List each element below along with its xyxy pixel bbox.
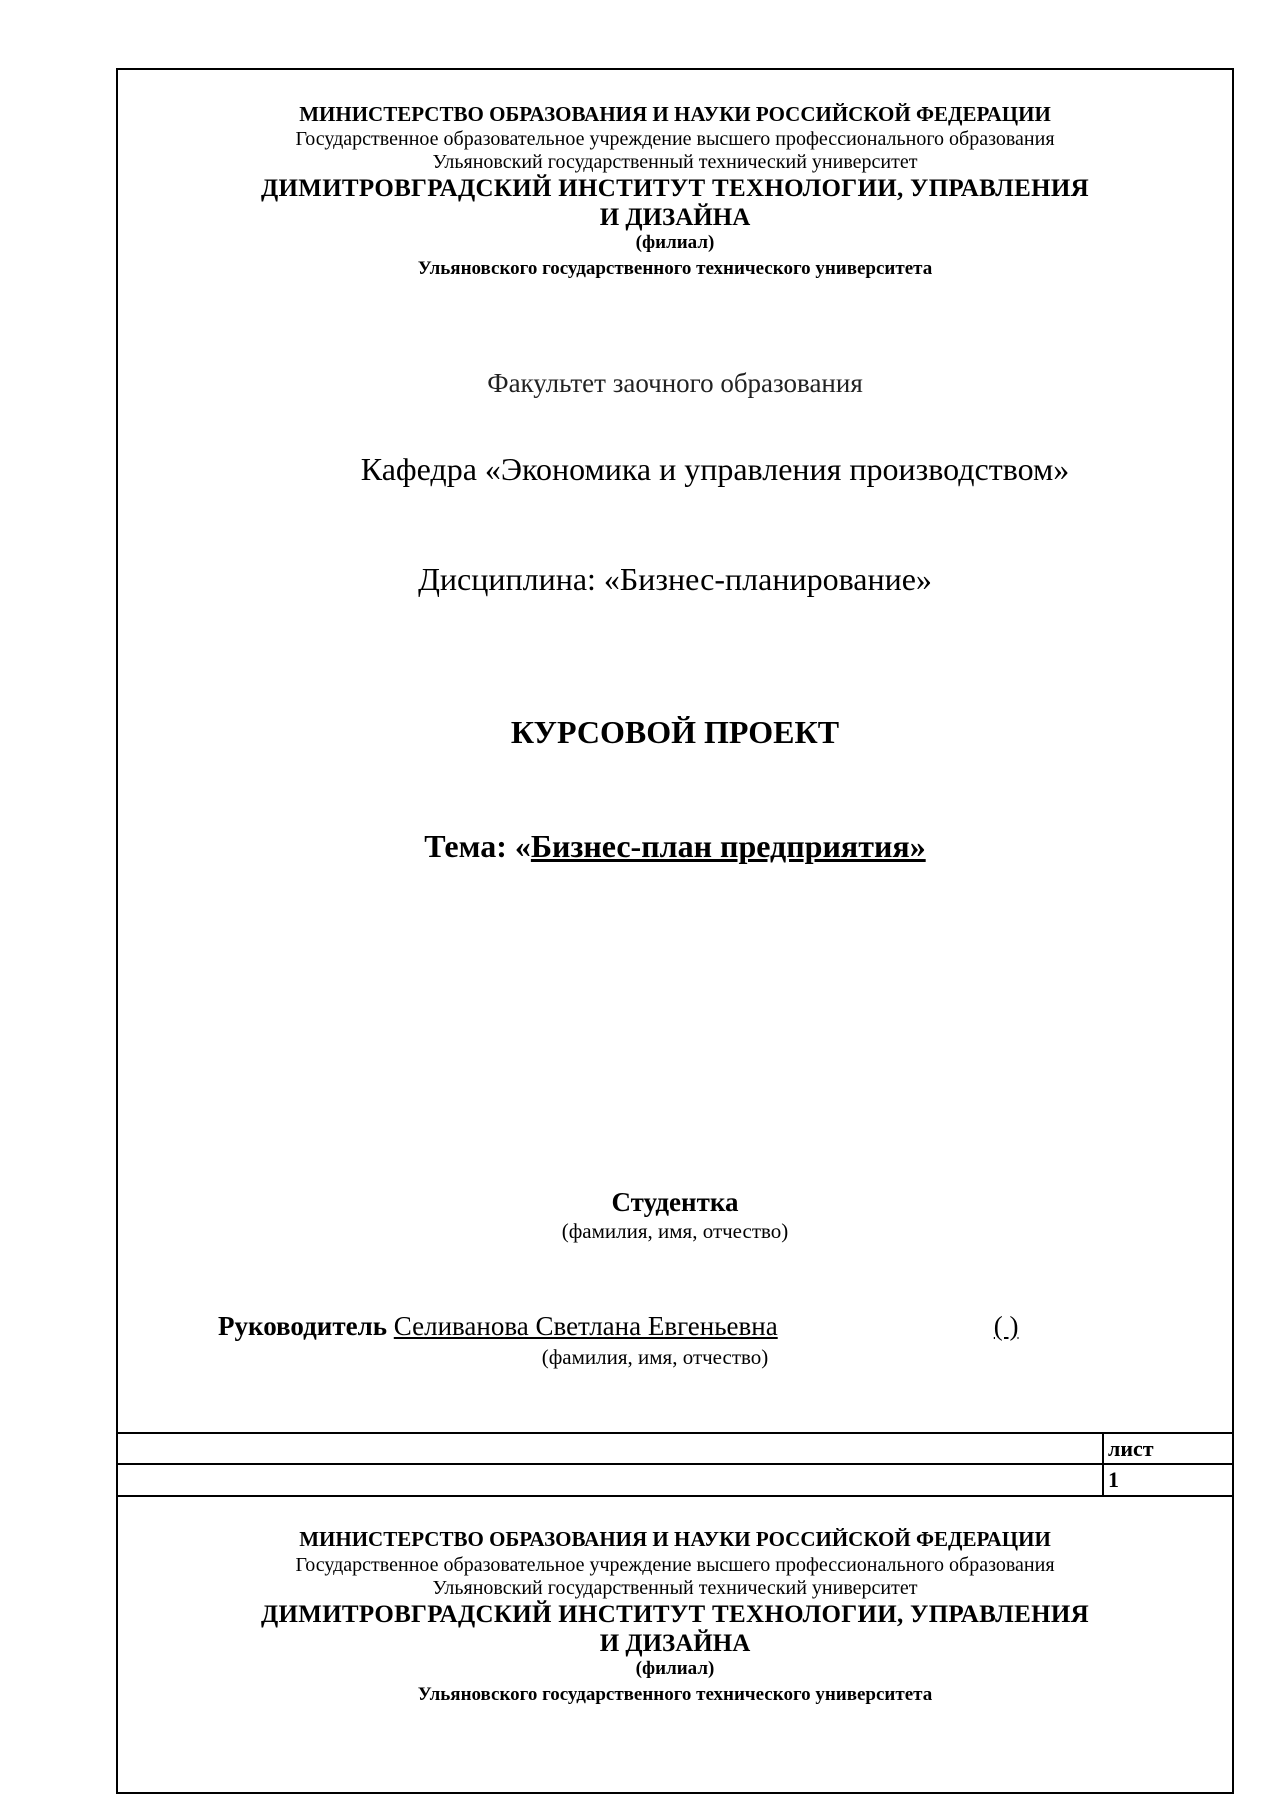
theme-text: Бизнес-план предприятия»: [530, 828, 926, 864]
university-line: Ульяновский государственный технический университет: [432, 151, 918, 173]
supervisor-row: [218, 1313, 1019, 1340]
footer-ministry-line: МИНИСТЕРСТВО ОБРАЗОВАНИЯ И НАУКИ РОССИЙСКОЙ ФЕДЕРАЦИИ: [299, 1527, 1051, 1551]
institution-type-line: Государственное образовательное учреждение высшего профессионального образования: [295, 128, 1055, 150]
supervisor-signature: ( ): [993, 1311, 1019, 1341]
ministry-line: МИНИСТЕРСТВО ОБРАЗОВАНИЯ И НАУКИ РОССИЙСКОЙ ФЕДЕРАЦИИ: [299, 102, 1051, 126]
department-line: Кафедра «Экономика и управления производством»: [360, 451, 1070, 487]
institute-line-1: ДИМИТРОВГРАДСКИЙ ИНСТИТУТ ТЕХНОЛОГИИ, УПРАВЛЕНИЯ: [261, 175, 1089, 202]
faculty-line: Факультет заочного образования: [487, 368, 863, 398]
footer-branch-line: (филиал): [635, 1658, 715, 1679]
sheet-label-cell: лист: [1102, 1434, 1230, 1465]
theme-prefix: Тема: «: [424, 828, 531, 864]
discipline-line: Дисциплина: «Бизнес-планирование»: [418, 561, 932, 597]
institute-line-2: И ДИЗАЙНА: [599, 204, 751, 231]
footer-institution-type-line: Государственное образовательное учреждение высшего профессионального образования: [295, 1554, 1055, 1576]
sheet-number-cell: 1: [1102, 1465, 1230, 1497]
branch-of-line: Ульяновского государственного технического университета: [417, 258, 933, 279]
footer-university-line: Ульяновский государственный технический университет: [432, 1577, 918, 1599]
supervisor-label: Руководитель: [218, 1311, 388, 1341]
stamp-row-1: [116, 1432, 1234, 1465]
footer-branch-of-line: Ульяновского государственного технического университета: [417, 1684, 933, 1705]
project-title: КУРСОВОЙ ПРОЕКТ: [510, 714, 840, 750]
supervisor-name: Селиванова Светлана Евгеньевна: [393, 1311, 778, 1341]
stamp-row-2: [116, 1463, 1234, 1497]
stamp-divider: [116, 1495, 1234, 1497]
supervisor-hint: (фамилия, имя, отчество): [541, 1345, 769, 1369]
theme-line: [118, 830, 1232, 862]
footer-institute-line-1: ДИМИТРОВГРАДСКИЙ ИНСТИТУТ ТЕХНОЛОГИИ, УПРАВЛЕНИЯ: [261, 1601, 1089, 1628]
footer-institute-line-2: И ДИЗАЙНА: [599, 1630, 751, 1657]
student-hint: (фамилия, имя, отчество): [561, 1219, 789, 1243]
student-label: Студентка: [611, 1187, 739, 1217]
page-frame: [116, 68, 1234, 1794]
branch-line: (филиал): [635, 232, 715, 253]
